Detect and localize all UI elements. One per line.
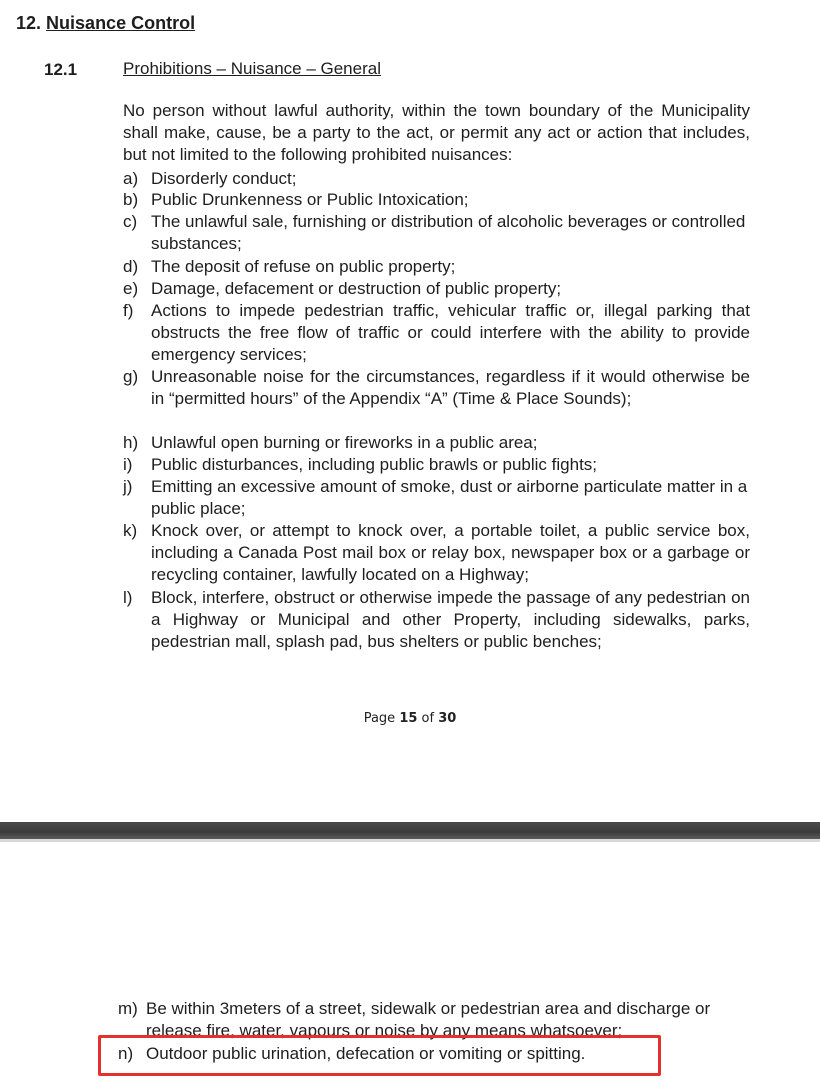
list-item-f [123,300,750,366]
list-text: Knock over, or attempt to knock over, a portable toilet, a public service box, including a Canada Post mail box or relay box, newspaper box or a garbage or recycling container, lawfully located on a Highway; [151,521,750,584]
section-heading [16,13,195,34]
intro-paragraph: No person without lawful authority, within the town boundary of the Municipality shall make, cause, be a party to the act, or permit any act or action that includes, but not limited to the following prohibited nuisances: [123,101,750,164]
list-item-l [123,587,750,653]
subsection-number: 12.1 [44,60,78,79]
page-divider-shadow [0,839,820,842]
list-label: n) [118,1044,134,1063]
list-text: The unlawful sale, furnishing or distribution of alcoholic beverages or controlled substances; [151,212,746,253]
list-label: j) [123,477,133,496]
list-text: Unreasonable noise for the circumstances, regardless if it would otherwise be in “permitted hours” of the Appendix “A” (Time & Place Sounds); [151,367,750,408]
list-label: d) [123,257,139,276]
page-footer [0,711,820,726]
list-item-c [123,211,750,255]
list-label: m) [118,999,138,1018]
list-label: h) [123,433,139,452]
list-label: f) [123,301,134,320]
list-text: Be within 3meters of a street, sidewalk or pedestrian area and discharge or release fire, water, vapours or noise by any means whatsoever; [146,999,711,1040]
list-item-k [123,520,750,586]
section-number: 12. [16,13,42,33]
list-label: c) [123,212,138,231]
list-text: Emitting an excessive amount of smoke, dust or airborne particulate matter in a public place; [151,477,748,518]
page-label: Page [363,711,396,726]
section-title: Nuisance Control [46,13,196,33]
list-text: Block, interfere, obstruct or otherwise impede the passage of any pedestrian on a Highway or Municipal and other Property, including sidewalks, parks, pedestrian mall, splash pad, bus shelters or public benches; [151,588,750,651]
list-label: b) [123,190,139,209]
list-text: Actions to impede pedestrian traffic, vehicular traffic or, illegal parking that obstructs the free flow of traffic or could interfere with the ability to provide emergency services; [151,301,750,364]
list-text: The deposit of refuse on public property; [151,257,456,276]
list-item-j [123,476,750,520]
page-current: 15 [399,711,418,726]
page-of: of [421,711,435,726]
list-item-i [123,454,750,476]
list-item-d [123,256,750,278]
list-text: Unlawful open burning or fireworks in a public area; [151,433,538,452]
list-label: l) [123,588,133,607]
list-text: Damage, defacement or destruction of public property; [151,279,562,298]
list-text: Disorderly conduct; [151,169,297,188]
list-text: Public disturbances, including public brawls or public fights; [151,455,598,474]
list-label: g) [123,367,139,386]
list-label: e) [123,279,139,298]
list-item-b [123,189,750,211]
list-item-a [123,168,750,190]
page-total: 30 [438,711,457,726]
list-item-h [123,432,750,454]
list-item-e [123,278,750,300]
list-item-g [123,366,750,410]
list-label: a) [123,169,139,188]
subsection-title: Prohibitions – Nuisance – General [123,59,381,78]
list-label: k) [123,521,138,540]
list-label: i) [123,455,133,474]
page-divider [0,822,820,839]
list-text: Outdoor public urination, defecation or vomiting or spitting. [146,1044,586,1063]
list-text: Public Drunkenness or Public Intoxication; [151,190,469,209]
highlight-box [98,1035,661,1076]
